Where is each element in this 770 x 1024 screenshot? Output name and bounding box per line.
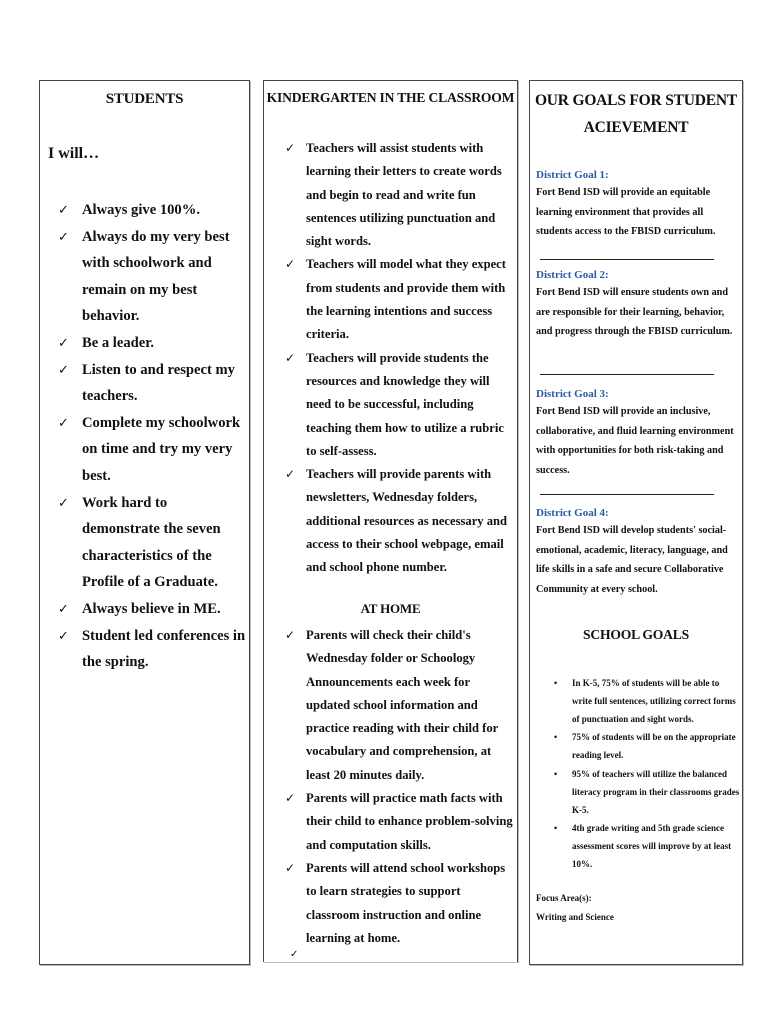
at-home-heading: AT HOME — [360, 601, 421, 616]
list-item: ✓ Be a leader. — [82, 330, 248, 357]
divider — [540, 259, 714, 260]
checkmark-icon: ✓ — [285, 141, 296, 155]
list-item: ✓ Work hard to demonstrate the seven characteristics of the Profile of a Graduate. — [82, 490, 248, 596]
list-item: • 4th grade writing and 5th grade science assessment scores will improve by at least 10%. — [572, 820, 740, 873]
bullet-icon: • — [554, 732, 558, 743]
classroom-heading: KINDERGARTEN IN THE CLASSROOM — [266, 90, 515, 105]
goals-panel — [529, 80, 743, 965]
bullet-icon: • — [554, 823, 558, 834]
district-goal-label: District Goal 4: — [536, 507, 609, 519]
list-item: ✓ Complete my schoolwork on time and try my very best. — [82, 410, 248, 490]
classroom-panel — [263, 80, 518, 962]
checkmark-icon: ✓ — [58, 494, 69, 510]
school-goals-heading: SCHOOL GOALS — [582, 627, 689, 642]
checkmark-icon: ✓ — [285, 257, 296, 272]
checkmark-icon: ✓ — [285, 791, 296, 806]
district-goal — [536, 505, 740, 599]
district-goal — [536, 386, 740, 480]
students-intro: I will… — [48, 145, 100, 162]
checkmark-icon: ✓ — [58, 334, 69, 350]
district-goal — [536, 167, 740, 242]
focus-area-value: Writing and Science — [536, 912, 614, 922]
district-goal-label: District Goal 2: — [536, 269, 609, 281]
checkmark-icon: ✓ — [285, 467, 296, 482]
list-item: • In K-5, 75% of students will be able to write full sentences, utilizing correct forms of punctuation and sight words. — [572, 675, 740, 728]
district-goal-text: Fort Bend ISD will provide an inclusive, collaborative, and fluid learning environment with opportunities for both risk-taking and success. — [536, 406, 734, 476]
district-goal-text: Fort Bend ISD will develop students' social-emotional, academic, literacy, language, and life skills in a safe and secure Collaborative Community at every school. — [536, 525, 728, 595]
district-goal-text: Fort Bend ISD will provide an equitable learning environment that provides all students access to the FBISD curriculum. — [536, 187, 716, 238]
list-item: ✓ Parents will attend school workshops to learn strategies to support classroom instruction and online learning at home. — [306, 857, 516, 950]
trailing-checkmark-icon: ✓ — [290, 949, 299, 960]
list-item: ✓ Teachers will provide students the resources and knowledge they will need to be successful, including teaching them how to utilize a rubric to self-assess. — [306, 347, 516, 463]
focus-area — [536, 889, 614, 927]
checkmark-icon: ✓ — [285, 628, 296, 642]
list-item: ✓ Listen to and respect my teachers. — [82, 357, 248, 410]
checkmark-icon: ✓ — [58, 228, 69, 244]
goals-heading: OUR GOALS FOR STUDENT ACIEVEMENT — [534, 92, 738, 136]
list-item: ✓ Teachers will assist students with learning their letters to create words and begin to read and write fun sentences utilizing punctuation and sight words. — [306, 137, 516, 253]
district-goal-label: District Goal 1: — [536, 169, 609, 181]
checkmark-icon: ✓ — [58, 414, 69, 430]
classroom-list — [285, 137, 516, 580]
focus-area-label: Focus Area(s): — [536, 893, 592, 903]
list-item: • 75% of students will be on the appropriate reading level. — [572, 729, 740, 765]
checkmark-icon: ✓ — [58, 627, 69, 643]
list-item: ✓ Parents will check their child's Wednesday folder or Schoology Announcements each week for updated school information and practice reading with their child for vocabulary and comprehension, at least 20 minutes daily. — [306, 624, 516, 787]
bullet-icon: • — [554, 678, 558, 688]
list-item: ✓ Always believe in ME. — [82, 596, 248, 623]
students-list — [58, 197, 248, 676]
list-item: ✓ Teachers will model what they expect from students and provide them with the learning intentions and success criteria. — [306, 253, 516, 346]
district-goal-label: District Goal 3: — [536, 388, 609, 400]
students-panel — [39, 80, 250, 965]
list-item: ✓ Always give 100%. — [82, 197, 248, 224]
bullet-icon: • — [554, 768, 558, 779]
list-item: ✓ Always do my very best with schoolwork and remain on my best behavior. — [82, 224, 248, 330]
list-item: ✓ Parents will practice math facts with their child to enhance problem-solving and computation skills. — [306, 787, 516, 857]
students-heading: STUDENTS — [105, 91, 184, 107]
district-goal — [536, 267, 740, 342]
list-item: • 95% of teachers will utilize the balanced literacy program in their classrooms grades K-5. — [572, 766, 740, 819]
checkmark-icon: ✓ — [285, 860, 296, 875]
divider — [540, 374, 714, 375]
checkmark-icon: ✓ — [58, 202, 69, 217]
school-goals-list — [554, 675, 740, 875]
district-goal-text: Fort Bend ISD will ensure students own and are responsible for their learning, behavior, and progress through the FBISD curriculum. — [536, 287, 733, 338]
checkmark-icon: ✓ — [58, 600, 69, 616]
checkmark-icon: ✓ — [285, 350, 296, 365]
list-item: ✓ Teachers will provide parents with newsletters, Wednesday folders, additional resources as necessary and access to their school webpage, email and school phone number. — [306, 463, 516, 579]
at-home-list — [285, 624, 516, 950]
divider — [540, 494, 714, 495]
list-item: ✓ Student led conferences in the spring. — [82, 623, 248, 676]
checkmark-icon: ✓ — [58, 361, 69, 377]
